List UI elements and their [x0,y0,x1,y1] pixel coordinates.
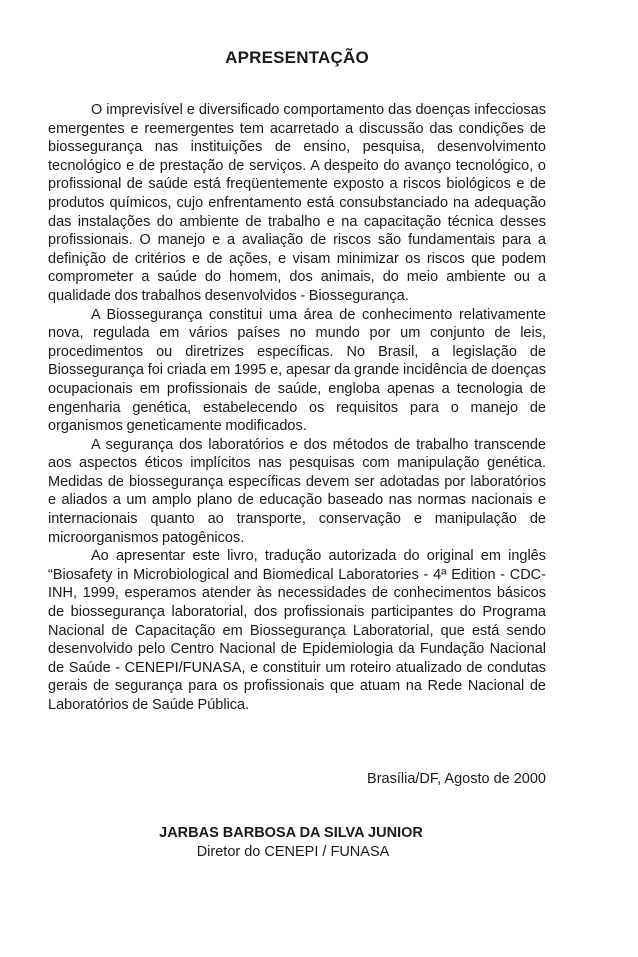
page-title: APRESENTAÇÃO [225,48,369,67]
signatory-role: Diretor do CENEPI / FUNASA [196,844,390,860]
paragraph-4: Ao apresentar este livro, tradução autorizada do original em inglês “Biosafety in Microbiological and Biomedical Laboratories - 4ª Edition - CDC-INH, 1999, esperamos atender às necessidades de conhecimentos básicos de biossegurança laboratorial, dos profissionais participantes do Programa Nacional de Capacitação em Biossegurança Laboratorial, que está sendo desenvolvido pelo Centro Nacional de Epidemiologia da Fundação Nacional de Saúde - CENEPI/FUNASA, e constituir um roteiro atualizado de condutas gerais de segurança para os profissionais que atuam na Rede Nacional de Laboratórios de Saúde Pública. [48,548,546,713]
paragraph-3: A segurança dos laboratórios e dos métodos de trabalho transcende aos aspectos éticos implícitos nas pesquisas com manipulação genética. Medidas de biossegurança específicas devem ser adotadas por laboratórios e aliados a um amplo plano de educação baseado nas normas nacionais e internacionais quanto ao transporte, conservação e manipulação de microorganismos patogênicos. [48,436,546,546]
paragraph-2: A Biossegurança constitui uma área de conhecimento relativamente nova, regulada em vários países no mundo por um conjunto de leis, procedimentos ou diretrizes específicas. No Brasil, a legislação de Biossegurança foi criada em 1995 e, apesar da grande incidência de doenças ocupacionais em profissionais de saúde, engloba apenas a tecnologia de engenharia genética, estabelecendo os requisitos para o manejo de organismos geneticamente modificados. [48,306,546,435]
signatory-name: JARBAS BARBOSA DA SILVA JUNIOR [159,825,423,841]
date-line: Brasília/DF, Agosto de 2000 [367,771,546,787]
signature-block [48,824,546,862]
paragraph-1: O imprevisível e diversificado comportamento das doenças infecciosas emergentes e reemergentes tem acarretado a discussão das condições de biossegurança nas instituições de ensino, pesquisa, desenvolvimento tecnológico e de prestação de serviços. A despeito do avanço tecnológico, o profissional de saúde está freqüentemente exposto a riscos biológicos e de produtos químicos, cujo enfrentamento está consubstanciado na adequação das instalações do ambiente de trabalho e na capacitação técnica desses profissionais. O manejo e a avaliação de riscos são fundamentais para a definição de critérios e de ações, e visam minimizar os riscos que podem comprometer a saúde do homem, dos animais, do meio ambiente ou a qualidade dos trabalhos desenvolvidos - Biossegurança. [48,102,546,304]
body-text [48,101,546,715]
